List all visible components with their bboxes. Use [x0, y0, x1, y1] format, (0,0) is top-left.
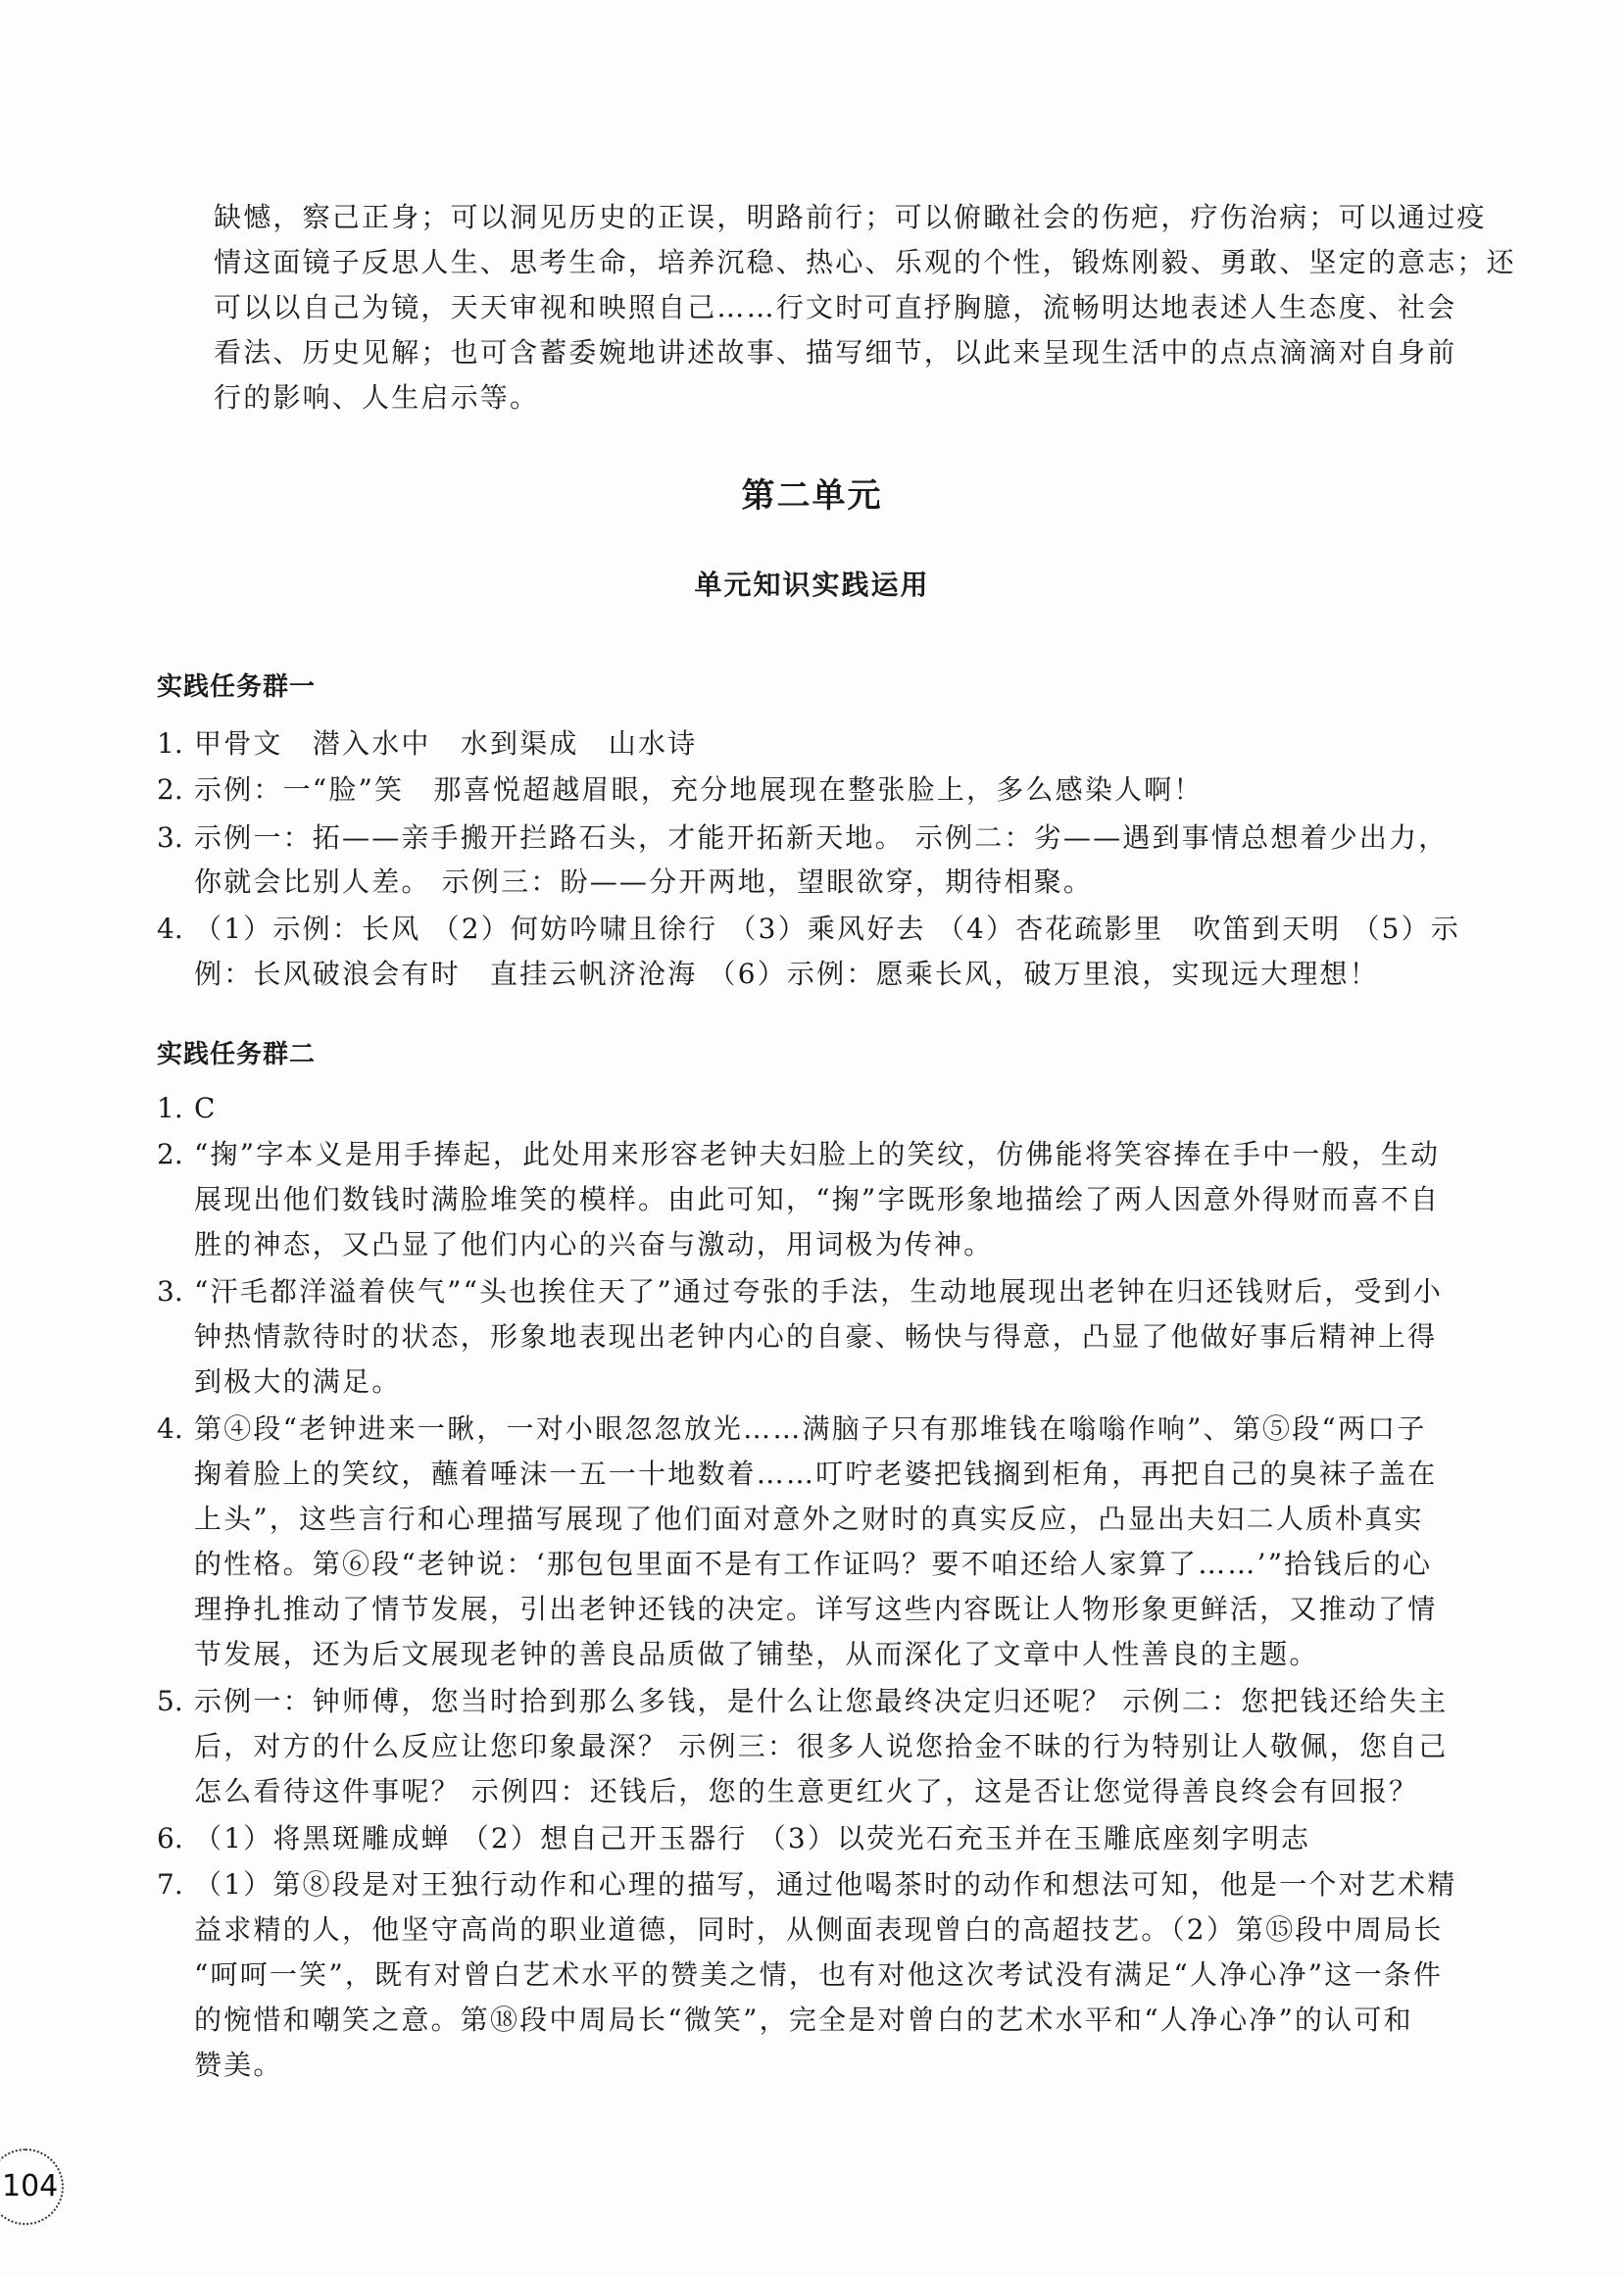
item-number: 2.: [157, 1138, 183, 1170]
task-group-title: 实践任务群二: [157, 1040, 317, 1069]
item-continuation: 胜的神态，又凸显了他们内心的兴奋与激动，用词极为传神。: [194, 1228, 994, 1261]
item-text: 示例一：拓——亲手搬开拦路石头，才能开拓新天地。 示例二：劣——遇到事情总想着少出力，: [194, 821, 1449, 854]
item-continuation: 的性格。第⑥段“老钟说：‘那包包里面不是有工作证吗？要不咱还给人家算了……’”拾钱后的心: [194, 1548, 1433, 1580]
item-continuation: 钟热情款待时的状态，形象地表现出老钟内心的自豪、畅快与得意，凸显了他做好事后精神上得: [194, 1320, 1438, 1353]
item-number: 1.: [157, 727, 183, 760]
paragraph-line: 行的影响、人生启示等。: [214, 381, 540, 414]
answer-item: [157, 913, 1461, 945]
answer-item: [157, 1093, 1409, 1124]
answer-item: [157, 774, 1409, 806]
item-text: 第④段“老钟进来一瞅，一对小眼忽忽放光……满脑子只有那堆钱在嗡嗡作响”、第⑤段“两口子: [194, 1412, 1427, 1445]
item-continuation: 到极大的满足。: [194, 1365, 402, 1398]
item-number: 4.: [157, 1412, 183, 1445]
page-number: 104: [2, 2169, 59, 2203]
item-number: 3.: [157, 821, 183, 854]
item-text: （1）第⑧段是对王独行动作和心理的描写，通过他喝茶时的动作和想法可知，他是一个对艺术精: [194, 1868, 1457, 1901]
item-continuation: 例：长风破浪会有时 直挂云帆济沧海 （6）示例：愿乘长风，破万里浪，实现远大理想！: [194, 958, 1379, 990]
item-continuation: “呵呵一笑”，既有对曾白艺术水平的赞美之情，也有对他这次考试没有满足“人净心净”这一条件: [194, 1958, 1444, 1991]
item-number: 2.: [157, 773, 183, 806]
item-text: 示例：一“脸”笑 那喜悦超越眉眼，充分地展现在整张脸上，多么感染人啊！: [194, 773, 1204, 806]
item-continuation: 后，对方的什么反应让您印象最深？ 示例三：很多人说您拾金不昧的行为特别让人敬佩，您自己: [194, 1730, 1449, 1762]
item-number: 4.: [157, 913, 183, 945]
item-continuation: 理挣扎推动了情节发展，引出老钟还钱的决定。详写这些内容既让人物形象更鲜活，又推动了情: [194, 1593, 1438, 1625]
item-continuation: 掬着脸上的笑纹，蘸着唾沫一五一十地数着……叮咛老婆把钱搁到柜角，再把自己的臭袜子盖在: [194, 1458, 1438, 1490]
item-number: 7.: [157, 1868, 183, 1901]
item-continuation: 你就会比别人差。 示例三：盼——分开两地，望眼欲穿，期待相聚。: [194, 866, 1094, 898]
item-continuation: 怎么看待这件事呢？ 示例四：还钱后，您的生意更红火了，这是否让您觉得善良终会有回报？: [194, 1775, 1419, 1807]
paragraph-line: 情这面镜子反思人生、思考生命，培养沉稳、热心、乐观的个性，锻炼刚毅、勇敢、坚定的意志；还: [214, 246, 1516, 278]
section-title: 单元知识实践运用: [694, 569, 930, 601]
answer-item: [157, 728, 1409, 760]
item-text: 示例一：钟师傅，您当时拾到那么多钱，是什么让您最终决定归还呢？ 示例二：您把钱还给失主: [194, 1685, 1449, 1717]
item-continuation: 赞美。: [194, 2049, 283, 2081]
answer-item: [157, 821, 1449, 854]
item-number: 5.: [157, 1685, 183, 1717]
item-text: （1）示例：长风 （2）何妨吟啸且徐行 （3）乘风好去 （4）杏花疏影里 吹笛到天明 （5）示: [194, 913, 1461, 945]
item-text: 甲骨文 潜入水中 水到渠成 山水诗: [194, 727, 698, 760]
item-number: 6.: [157, 1822, 183, 1855]
item-continuation: 的惋惜和嘲笑之意。第⑱段中周局长“微笑”，完全是对曾白的艺术水平和“人净心净”的认可和: [194, 2004, 1413, 2036]
item-continuation: 上头”，这些言行和心理描写展现了他们面对意外之财时的真实反应，凸显出夫妇二人质朴真实: [194, 1503, 1424, 1535]
item-text: （1）将黑斑雕成蝉 （2）想自己开玉器行 （3）以荧光石充玉并在玉雕底座刻字明志: [194, 1822, 1311, 1855]
unit-title: 第二单元: [741, 476, 883, 516]
item-text: “汗毛都洋溢着侠气”“头也挨住天了”通过夸张的手法，生动地展现出老钟在归还钱财后，受到小: [194, 1275, 1444, 1308]
task-group-title: 实践任务群一: [157, 672, 317, 702]
answer-item: [157, 1685, 1449, 1717]
answer-item: [157, 1868, 1457, 1901]
answer-item: [157, 1138, 1441, 1170]
paragraph-line: 可以以自己为镜，天天审视和映照自己……行文时可直抒胸臆，流畅明达地表述人生态度、社会: [214, 291, 1457, 323]
answer-item: [157, 1412, 1427, 1445]
item-number: 1.: [157, 1092, 183, 1124]
item-continuation: 益求精的人，他坚守高尚的职业道德，同时，从侧面表现曾白的高超技艺。（2）第⑮段中周局长: [194, 1913, 1444, 1946]
paragraph-line: 看法、历史见解；也可含蓄委婉地讲述故事、描写细节，以此来呈现生活中的点点滴滴对自身前: [214, 336, 1457, 369]
answer-item: [157, 1275, 1444, 1308]
item-continuation: 展现出他们数钱时满脸堆笑的模样。由此可知，“掬”字既形象地描绘了两人因意外得财而喜不自: [194, 1183, 1441, 1215]
item-text: “掬”字本义是用手捧起，此处用来形容老钟夫妇脸上的笑纹，仿佛能将笑容捧在手中一般，生动: [194, 1138, 1441, 1170]
item-number: 3.: [157, 1275, 183, 1308]
item-continuation: 节发展，还为后文展现老钟的善良品质做了铺垫，从而深化了文章中人性善良的主题。: [194, 1638, 1319, 1670]
answer-item: [157, 1823, 1409, 1855]
paragraph-line: 缺憾，察己正身；可以洞见历史的正误，明路前行；可以俯瞰社会的伤疤，疗伤治病；可以通过疫: [214, 201, 1487, 233]
item-text: C: [194, 1092, 218, 1124]
